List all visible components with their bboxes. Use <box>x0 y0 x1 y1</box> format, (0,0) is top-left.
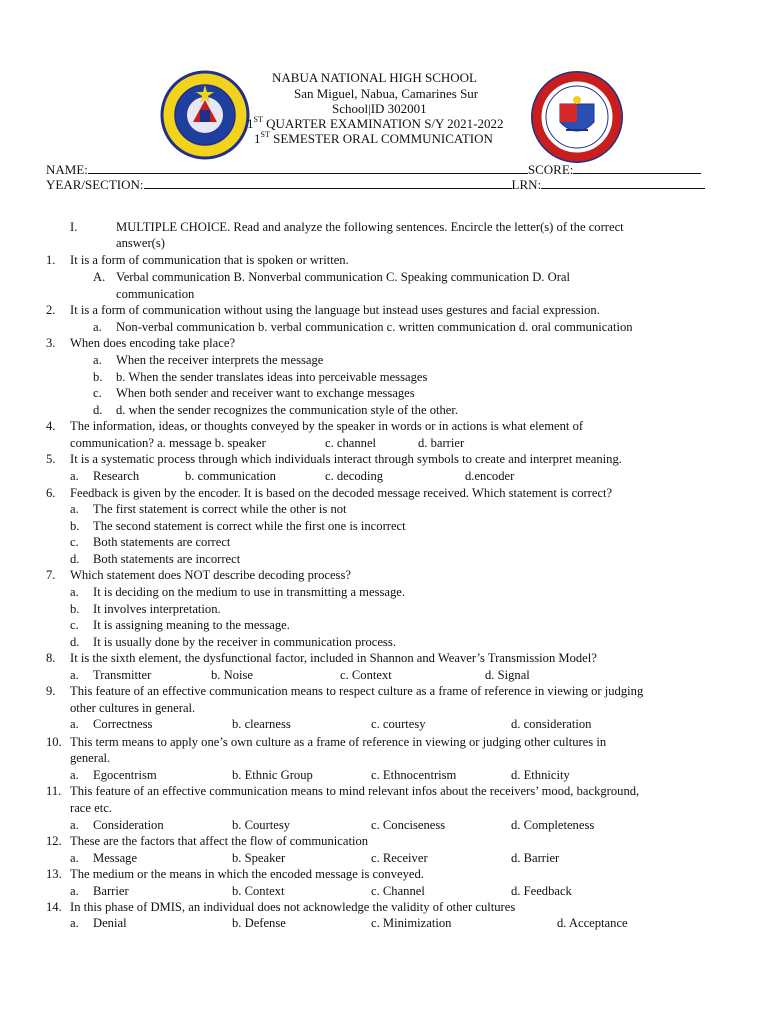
question-text: It is the sixth element, the dysfunctional factor, included in Shannon and Weaver’s Transmission Model? <box>70 651 597 665</box>
option-a[interactable]: When the receiver interprets the message <box>116 353 324 367</box>
option-c[interactable]: c. courtesy <box>371 717 426 731</box>
option-b[interactable]: b. When the sender translates ideas into perceivable messages <box>116 370 428 384</box>
option-a[interactable]: The first statement is correct while the other is not <box>93 502 347 516</box>
option-d[interactable]: d. Completeness <box>511 818 595 832</box>
option-letter: c. <box>70 618 79 632</box>
option-b[interactable]: It involves interpretation. <box>93 602 221 616</box>
option-a[interactable]: Research <box>93 469 140 483</box>
question-text: Which statement does NOT describe decoding process? <box>70 568 351 582</box>
option-letter: c. <box>93 386 102 400</box>
option-a[interactable]: It is deciding on the medium to use in transmitting a message. <box>93 585 405 599</box>
name-field-row <box>46 162 701 178</box>
option-letter: a. <box>70 502 79 516</box>
semester-subject: SEMESTER ORAL COMMUNICATION <box>269 131 493 146</box>
question-text: When does encoding take place? <box>70 336 236 350</box>
question-number: 12. <box>46 834 62 848</box>
options-line-cont: communication <box>116 287 195 301</box>
question-text: This term means to apply one’s own culture as a frame of reference in viewing or judging other cultures in <box>70 735 607 749</box>
semester-ordinal-suffix: ST <box>260 130 270 139</box>
question-number: 8. <box>46 651 56 665</box>
option-letter: d. <box>93 403 103 417</box>
question-number: 14. <box>46 900 62 914</box>
option-letter: c. <box>70 535 79 549</box>
option-a[interactable]: Denial <box>93 916 127 930</box>
option-d[interactable]: d. Signal <box>485 668 530 682</box>
option-c[interactable]: c. channel <box>325 436 377 450</box>
option-letter: d. <box>70 552 80 566</box>
option-letter: b. <box>70 519 80 533</box>
option-letter: d. <box>70 635 80 649</box>
question-text-cont: other cultures in general. <box>70 701 196 715</box>
question-text: The information, ideas, or thoughts conveyed by the speaker in words or in actions is what element of <box>70 419 584 433</box>
option-a[interactable]: Egocentrism <box>93 768 157 782</box>
question-number: 10. <box>46 735 62 749</box>
question-number: 4. <box>46 419 56 433</box>
option-letter: a. <box>70 668 79 682</box>
school-seal-logo <box>160 70 250 160</box>
option-c[interactable]: Both statements are correct <box>93 535 231 549</box>
option-c[interactable]: It is assigning meaning to the message. <box>93 618 290 632</box>
option-letter: a. <box>70 469 79 483</box>
question-text: These are the factors that affect the flow of communication <box>70 834 369 848</box>
option-c[interactable]: c. Context <box>340 668 392 682</box>
option-d[interactable]: d. Barrier <box>511 851 560 865</box>
option-letter: a. <box>70 884 79 898</box>
question-text-cont: race etc. <box>70 801 112 815</box>
option-b[interactable]: b. Speaker <box>232 851 286 865</box>
question-number: 2. <box>46 303 56 317</box>
option-b[interactable]: b. Courtesy <box>232 818 291 832</box>
question-number: 3. <box>46 336 56 350</box>
option-d[interactable]: d. Feedback <box>511 884 572 898</box>
year-section-input-line[interactable] <box>144 177 512 189</box>
year-section-label: YEAR/SECTION: <box>46 177 144 192</box>
option-d[interactable]: Both statements are incorrect <box>93 552 241 566</box>
option-letter: a. <box>93 320 102 334</box>
quarter-ordinal-suffix: ST <box>253 115 263 124</box>
option-b[interactable]: b. Noise <box>211 668 253 682</box>
option-a[interactable]: Transmitter <box>93 668 152 682</box>
option-b[interactable]: The second statement is correct while the first one is incorrect <box>93 519 406 533</box>
quarter-title: QUARTER EXAMINATION S/Y 2021-2022 <box>262 116 504 131</box>
score-label: SCORE: <box>527 162 574 177</box>
question-number: 1. <box>46 253 56 267</box>
section-instructions: MULTIPLE CHOICE. Read and analyze the following sentences. Encircle the letter(s) of the correct <box>116 220 624 234</box>
section-instructions-cont: answer(s) <box>116 236 165 250</box>
question-text: This feature of an effective communication means to mind relevant infos about the receivers’ mood, background, <box>70 784 640 798</box>
option-b[interactable]: b. Defense <box>232 916 286 930</box>
question-number: 7. <box>46 568 56 582</box>
question-text: It is a systematic process through which individuals interact through symbols to create and interpret meaning. <box>70 452 622 466</box>
option-d[interactable]: d.encoder <box>465 469 515 483</box>
option-b[interactable]: b. clearness <box>232 717 291 731</box>
question-text: This feature of an effective communication means to respect culture as a frame of reference in viewing or judging <box>70 684 644 698</box>
school-name: NABUA NATIONAL HIGH SCHOOL <box>272 70 477 85</box>
question-text: In this phase of DMIS, an individual does not acknowledge the validity of other cultures <box>70 900 516 914</box>
options-line: Verbal communication B. Nonverbal communication C. Speaking communication D. Oral <box>116 270 570 284</box>
option-d[interactable]: d. barrier <box>418 436 465 450</box>
option-c[interactable]: c. Receiver <box>371 851 428 865</box>
school-id: School|ID 302001 <box>332 101 427 116</box>
option-letter: a. <box>70 818 79 832</box>
lrn-input-line[interactable] <box>541 177 705 189</box>
question-text: The medium or the means in which the encoded message is conveyed. <box>70 867 424 881</box>
question-number: 13. <box>46 867 62 881</box>
question-number: 11. <box>46 784 62 798</box>
option-d[interactable]: d. Ethnicity <box>511 768 570 782</box>
option-c[interactable]: c. Channel <box>371 884 425 898</box>
option-letter: b. <box>70 602 80 616</box>
option-letter: a. <box>70 851 79 865</box>
lrn-label: LRN: <box>511 177 542 192</box>
option-letter: a. <box>70 585 79 599</box>
option-letter: a. <box>70 768 79 782</box>
quarter-ordinal: 1 <box>247 116 254 131</box>
school-address: San Miguel, Nabua, Camarines Sur <box>294 86 479 101</box>
name-input-line[interactable] <box>88 162 528 174</box>
options-line: Non-verbal communication b. verbal communication c. written communication d. oral communication <box>116 320 633 334</box>
option-b[interactable]: b. communication <box>185 469 276 483</box>
option-letter: A. <box>93 270 106 284</box>
option-a[interactable]: Correctness <box>93 717 153 731</box>
option-c[interactable]: c. decoding <box>325 469 384 483</box>
option-d[interactable]: d. when the sender recognizes the communication style of the other. <box>116 403 459 417</box>
option-c[interactable]: c. Minimization <box>371 916 452 930</box>
option-a[interactable]: Message <box>93 851 138 865</box>
question-text-cont: general. <box>70 751 111 765</box>
question-text: It is a form of communication without using the language but instead uses gestures and facial expression. <box>70 303 600 317</box>
option-letter: a. <box>93 353 102 367</box>
semester-ordinal: 1 <box>254 131 261 146</box>
question-text: Feedback is given by the encoder. It is based on the decoded message received. Which statement is correct? <box>70 486 613 500</box>
option-c[interactable]: When both sender and receiver want to exchange messages <box>116 386 415 400</box>
option-letter: b. <box>93 370 103 384</box>
option-b[interactable]: b. Ethnic Group <box>232 768 313 782</box>
question-number: 9. <box>46 684 56 698</box>
option-a[interactable]: Barrier <box>93 884 129 898</box>
question-number: 6. <box>46 486 56 500</box>
semester-title <box>254 131 493 147</box>
question-text-cont: communication? a. message b. speaker <box>70 436 266 450</box>
option-c[interactable]: c. Ethnocentrism <box>371 768 457 782</box>
option-a[interactable]: Consideration <box>93 818 164 832</box>
option-d[interactable]: d. Acceptance <box>557 916 628 930</box>
name-label: NAME: <box>46 162 88 177</box>
option-c[interactable]: c. Conciseness <box>371 818 446 832</box>
exam-title <box>247 116 504 132</box>
option-letter: a. <box>70 717 79 731</box>
option-b[interactable]: b. Context <box>232 884 285 898</box>
question-number: 5. <box>46 452 56 466</box>
section-field-row <box>46 177 705 193</box>
question-text: It is a form of communication that is spoken or written. <box>70 253 349 267</box>
deped-seal-logo <box>530 70 624 164</box>
option-d[interactable]: d. consideration <box>511 717 592 731</box>
section-numeral: I. <box>70 220 78 234</box>
score-input-line[interactable] <box>573 162 701 174</box>
option-d[interactable]: It is usually done by the receiver in communication process. <box>93 635 396 649</box>
option-letter: a. <box>70 916 79 930</box>
